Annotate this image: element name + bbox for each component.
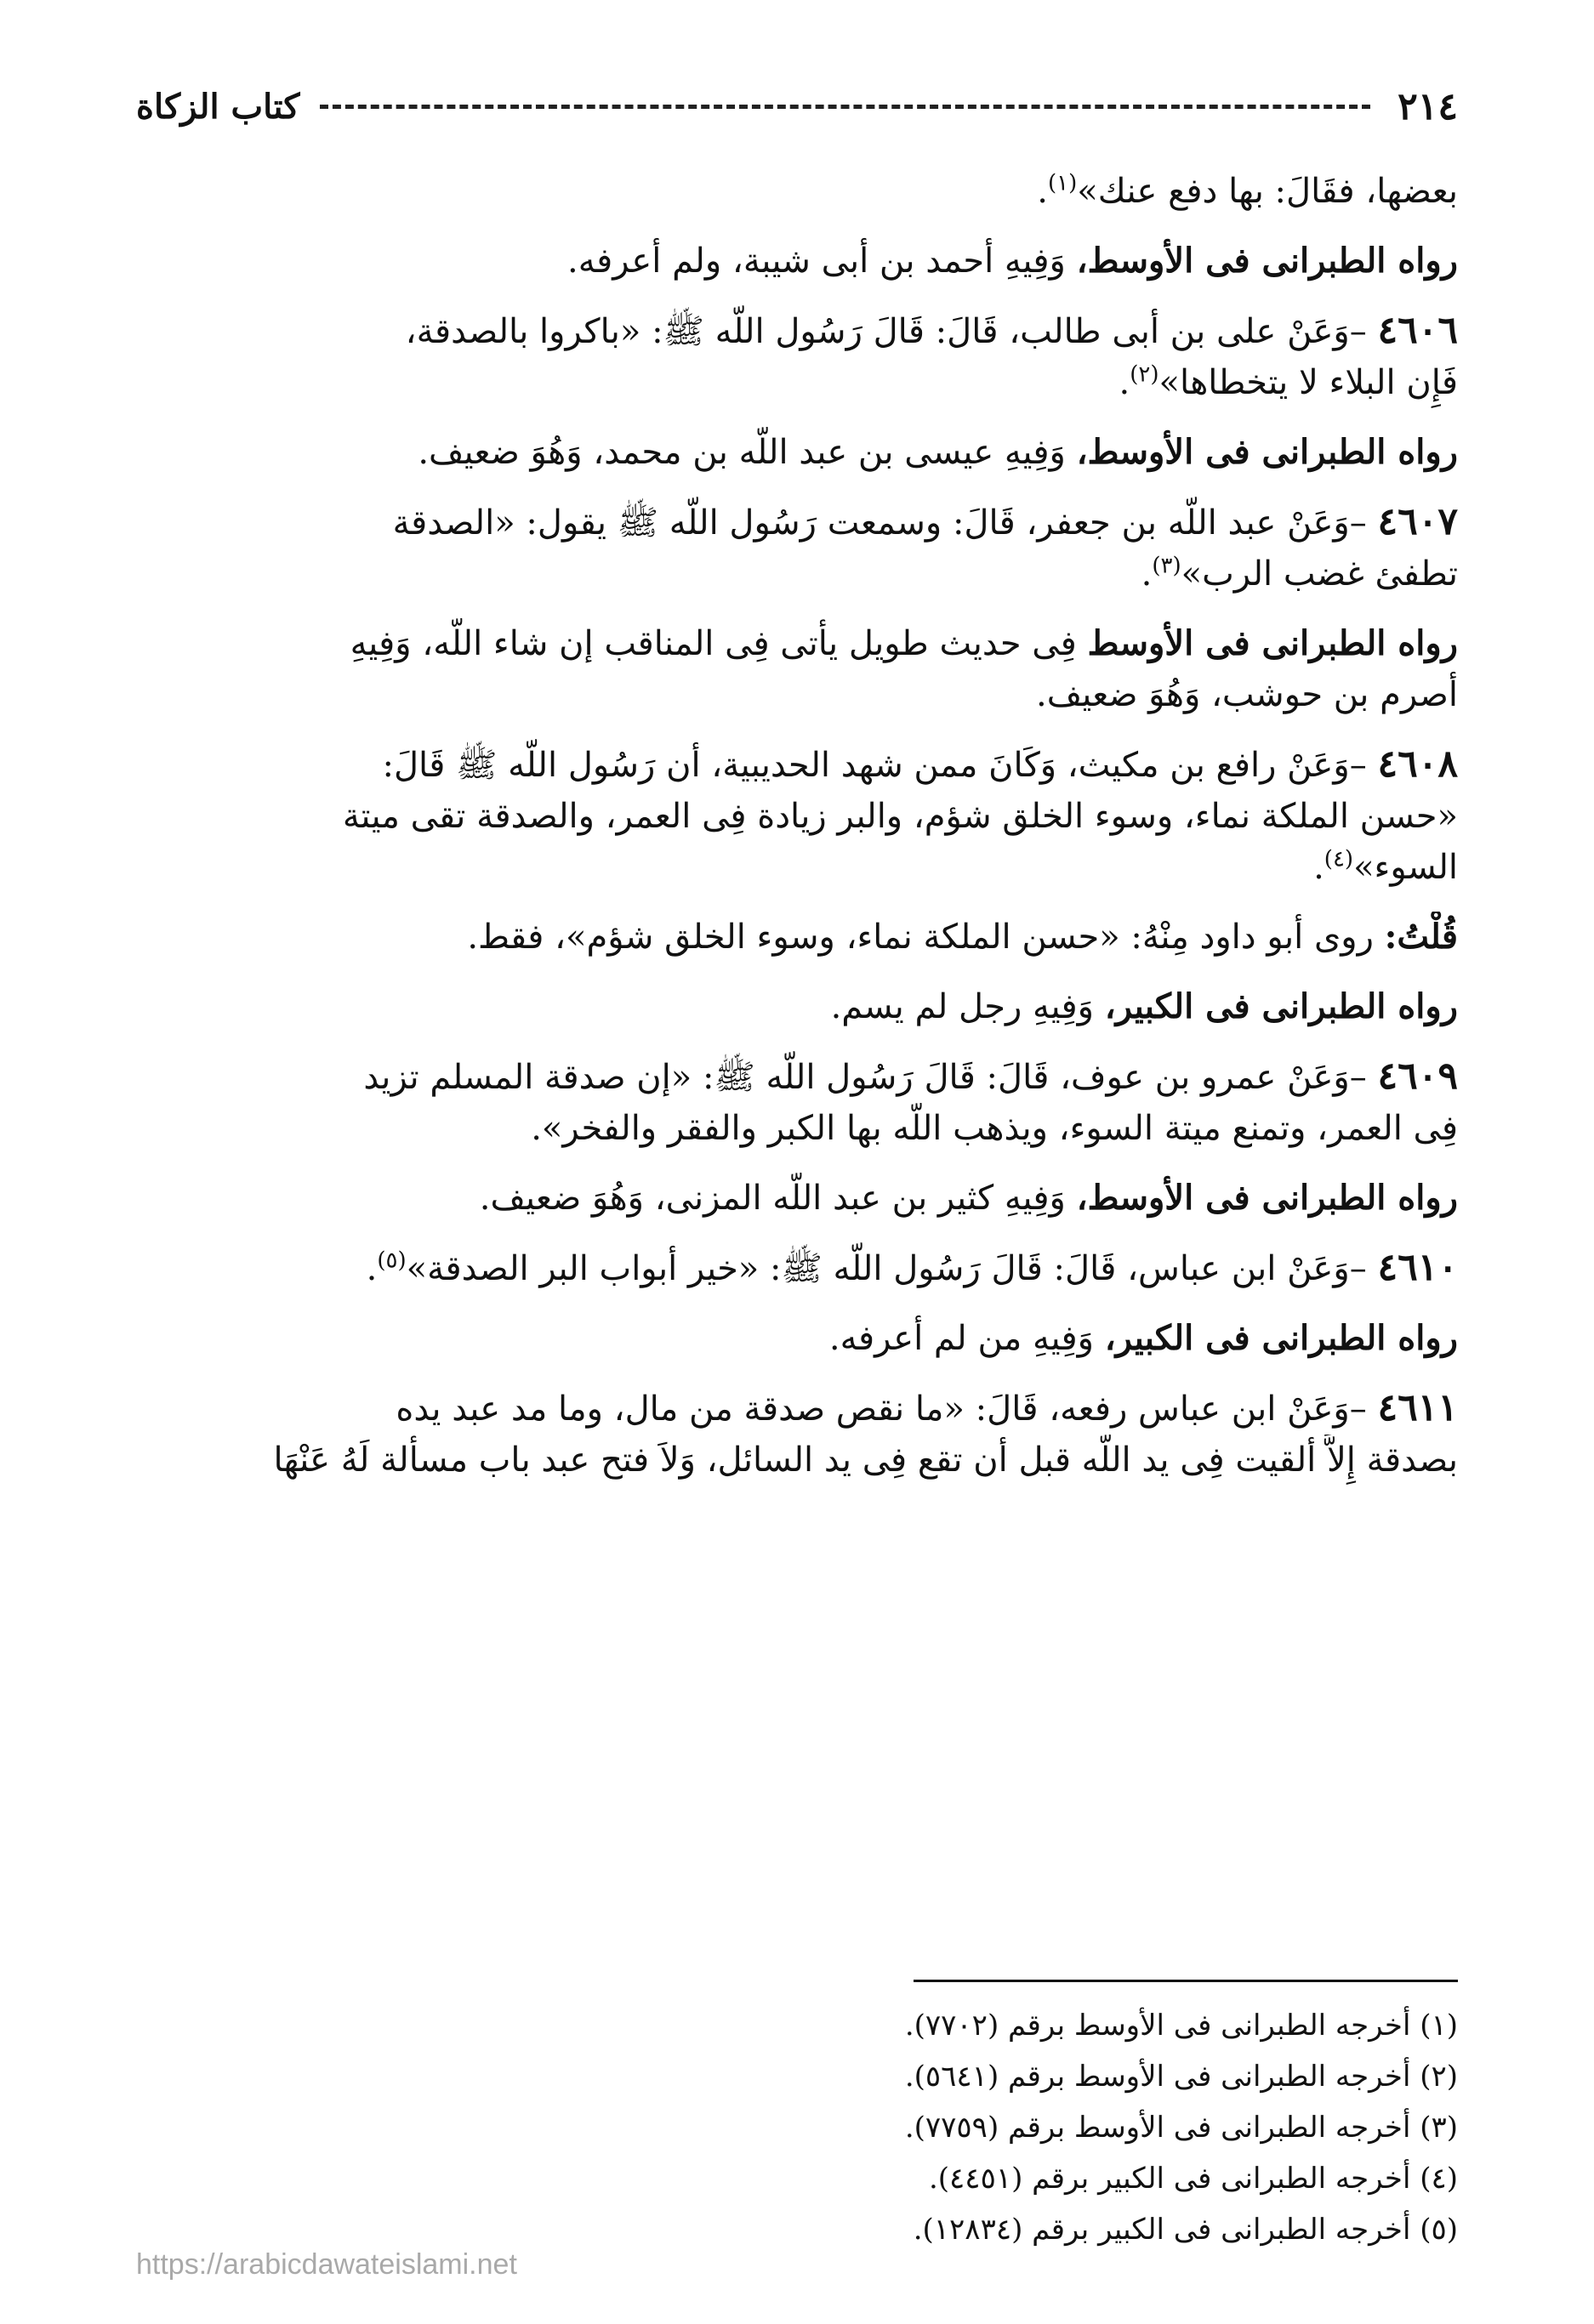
page-number: ٢١٤ — [1398, 84, 1458, 128]
hadith-4611: ٤٦١١ –وَعَنْ ابن عباس رفعه، قَالَ: «ما نقص صدقة من مال، وما مد عبد يده بصدقة إِلاَّ ألقيت فِى يد اللّه قبل أن تقع فِى يد السائل، وَلاَ فتح عبد باب مسألة لَهُ عَنْهَا — [273, 1386, 1458, 1480]
footnote-divider — [914, 1980, 1458, 1982]
book-page — [136, 77, 1458, 2281]
footnote: (٢) أخرجه الطبرانى فى الأوسط برقم (٥٦٤١). — [904, 2060, 1458, 2094]
book-title: كتاب الزكاة — [136, 86, 300, 127]
header-divider — [320, 105, 1370, 109]
source-note: رواه الطبرانى فى الأوسط، وَفِيهِ كثير بن عبد اللّه المزنى، وَهُوَ ضعيف. — [479, 1178, 1458, 1218]
footnote: (١) أخرجه الطبرانى فى الأوسط برقم (٧٧٠٢). — [904, 2009, 1458, 2043]
footnote-ref: (١) — [1048, 170, 1078, 196]
main-text — [136, 166, 1458, 1504]
source-note: رواه الطبرانى فى الكبير، وَفِيهِ من لم أعرفه. — [828, 1318, 1458, 1358]
hadith-4607: ٤٦٠٧ –وَعَنْ عبد اللّه بن جعفر، قَالَ: وسمعت رَسُول اللّه ﷺ يقول: «الصدقة تطفئ غضب الرب»$^{(٣)}$. — [392, 500, 1458, 594]
hadith-4608: ٤٦٠٨ –وَعَنْ رافع بن مكيث، وَكَانَ ممن شهد الحديبية، أن رَسُول اللّه ﷺ قَالَ: «حسن الملكة نماء، وسوء الخلق شؤم، والبر زيادة فِى العمر، والصدقة تقى ميتة السوء»$^{(٤)}$. — [342, 742, 1458, 887]
watermark-url: https://arabicdawateislami.net — [136, 2248, 517, 2281]
hadith-number: ٤٦٠٧ — [1377, 500, 1458, 543]
footnote: (٤) أخرجه الطبرانى فى الكبير برقم (٤٤٥١). — [928, 2162, 1458, 2196]
hadith-number: ٤٦١١ — [1377, 1386, 1458, 1429]
hadith-4609: ٤٦٠٩ –وَعَنْ عمرو بن عوف، قَالَ: قَالَ رَسُول اللّه ﷺ: «إن صدقة المسلم تزيد فِى العمر، وتمنع ميتة السوء، ويذهب اللّه بها الكبر والفقر والفخر». — [363, 1054, 1458, 1148]
footnote-ref: (٤) — [1324, 846, 1354, 872]
footnote: (٥) أخرجه الطبرانى فى الكبير برقم (١٢٨٣٤). — [913, 2213, 1458, 2247]
source-note: رواه الطبرانى فى الكبير، وَفِيهِ رجل لم يسم. — [830, 986, 1458, 1026]
footnote-ref: (٥) — [377, 1247, 407, 1274]
hadith-4606: ٤٦٠٦ –وَعَنْ على بن أبى طالب، قَالَ: قَالَ رَسُول اللّه ﷺ: «باكروا بالصدقة، فَإِن البلاء لا يتخطاها»$^{(٢)}$. — [405, 309, 1458, 402]
hadith-number: ٤٦٠٦ — [1377, 309, 1458, 352]
hadith-number: ٤٦٠٩ — [1377, 1054, 1458, 1098]
source-note: رواه الطبرانى فى الأوسط، وَفِيهِ أحمد بن أبى شيبة، ولم أعرفه. — [567, 241, 1458, 281]
hadith-number: ٤٦٠٨ — [1377, 742, 1458, 786]
source-note: رواه الطبرانى فى الأوسط، وَفِيهِ عيسى بن عبد اللّه بن محمد، وَهُوَ ضعيف. — [418, 432, 1458, 472]
footnote: (٣) أخرجه الطبرانى فى الأوسط برقم (٧٧٥٩). — [904, 2111, 1458, 2145]
footnotes — [136, 2000, 1458, 2255]
footnote-ref: (٢) — [1130, 361, 1159, 388]
page-header — [136, 77, 1458, 136]
footnote-ref: (٣) — [1152, 553, 1181, 579]
source-note: رواه الطبرانى فى الأوسط فِى حديث طويل يأتى فِى المناقب إن شاء اللّه، وَفِيهِ أصرم بن حوشب، وَهُوَ ضعيف. — [350, 623, 1458, 714]
author-note: قُلْتُ: روى أبو داود مِنْهُ: «حسن الملكة نماء، وسوء الخلق شؤم»، فقط. — [467, 917, 1458, 957]
paragraph: بعضها، فقَالَ: بها دفع عنك»$^{(١)}$. — [1037, 170, 1458, 211]
hadith-4610: ٤٦١٠ –وَعَنْ ابن عباس، قَالَ: قَالَ رَسُول اللّه ﷺ: «خير أبواب البر الصدقة»$^{(٥)}$. — [366, 1246, 1458, 1289]
hadith-number: ٤٦١٠ — [1377, 1246, 1458, 1289]
